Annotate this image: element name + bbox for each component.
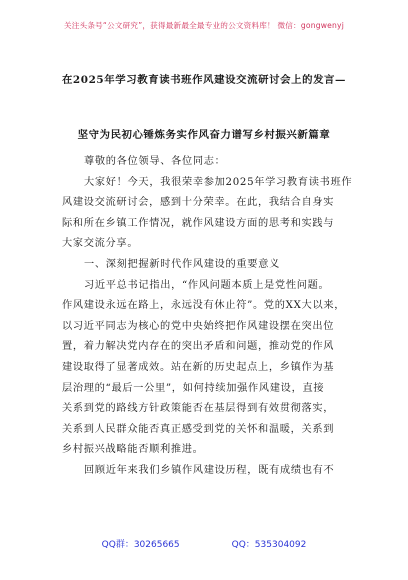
paragraph-line: 习近平总书记指出，“作风问题本质上是党性问题。 (84, 279, 330, 291)
paragraph-line: 际和所在乡镇工作情况，就作风建设方面的思考和实践与 (62, 217, 335, 229)
paragraph-line: 乡村振兴战略能否顺利推进。 (62, 444, 204, 456)
paragraph-line: 关系到党的路线方针政策能否在基层得到有效贯彻落实， (62, 403, 335, 415)
document-subtitle: 坚守为民初心锤炼务实作风奋力谱写乡村振兴新篇章 (77, 129, 331, 141)
salutation: 尊敬的各位领导、各位同志： (84, 156, 226, 167)
paragraph-line: 大家好！今天，我很荣幸参加2025年学习教育读书班作 (84, 176, 353, 188)
document-title: 在2025年学习教育读书班作风建设交流研讨会上的发言— (61, 74, 347, 86)
paragraph-line: 风建设交流研讨会，感到十分荣幸。在此，我结合自身实 (62, 197, 335, 209)
paragraph-line: 以习近平同志为核心的党中央始终把作风建设摆在突出位 (62, 320, 335, 332)
section-heading: 一、深刻把握新时代作风建设的重要意义 (84, 258, 280, 270)
qq-group-number: QQ群：30265665 (101, 540, 180, 550)
paragraph-line: 回顾近年来我们乡镇作风建设历程，既有成绩也有不 (84, 464, 335, 476)
paragraph-line: 关系到人民群众能否真正感受到党的关怀和温暖，关系到 (62, 423, 335, 435)
document-body (62, 152, 353, 482)
paragraph-line: 建设取得了显著成效。站在新的历史起点上，乡镇作为基 (62, 361, 335, 373)
paragraph-line: 层治理的“最后一公里”，如何持续加强作风建设，直接 (62, 382, 325, 394)
qq-number: QQ：535304092 (231, 540, 307, 550)
promo-banner: 关注头条号“公文研究”，获得最新最全最专业的公文资料库！ 微信：gongwenyj (63, 21, 345, 30)
paragraph-line: 置，着力解决党内存在的突出矛盾和问题，推动党的作风 (62, 341, 335, 353)
paragraph-line: 作风建设永远在路上，永远没有休止符”。党的XX大以来， (62, 300, 346, 312)
contact-footer (0, 537, 408, 550)
paragraph-line: 大家交流分享。 (62, 238, 139, 250)
